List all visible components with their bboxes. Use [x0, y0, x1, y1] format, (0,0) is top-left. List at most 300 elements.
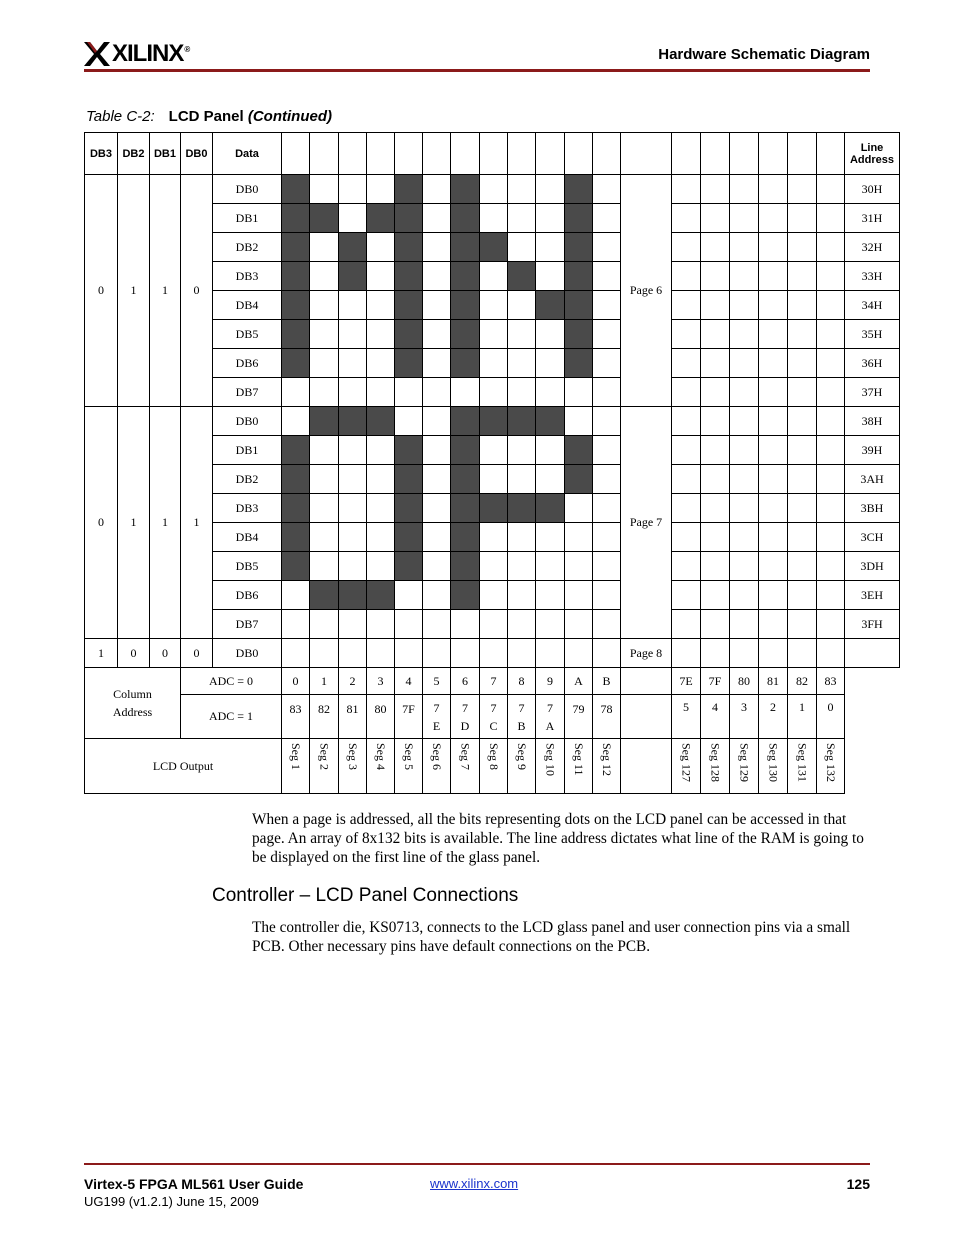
lcd-pixel-off [536, 204, 565, 233]
lcd-pixel-off [593, 465, 621, 494]
lcd-output-row [85, 739, 900, 794]
header-blank [788, 133, 817, 175]
lcd-pixel-off [536, 349, 565, 378]
lcd-pixel-off [817, 552, 845, 581]
lcd-pixel-off [508, 320, 536, 349]
lcd-pixel-off [788, 204, 817, 233]
segment-label [672, 739, 701, 794]
lcd-pixel-on [395, 262, 423, 291]
column-address-text: Column [113, 687, 152, 701]
line-address-value: 36H [845, 349, 900, 378]
lcd-pixel-on [508, 407, 536, 436]
lcd-pixel-off [730, 581, 759, 610]
page-bit-db1: 1 [150, 175, 181, 407]
header-db0: DB0 [181, 133, 213, 175]
lcd-pixel-on [282, 320, 310, 349]
lcd-pixel-off [593, 523, 621, 552]
lcd-pixel-off [423, 349, 451, 378]
column-address-value: 83 [817, 668, 845, 695]
lcd-pixel-off [339, 378, 367, 407]
lcd-pixel-off [730, 233, 759, 262]
lcd-pixel-off [701, 552, 730, 581]
lcd-pixel-off [423, 233, 451, 262]
column-address-value [395, 695, 423, 739]
xilinx-logo-icon [84, 40, 110, 68]
lcd-pixel-off [310, 262, 339, 291]
lcd-pixel-on [565, 465, 593, 494]
lcd-pixel-off [817, 262, 845, 291]
column-address-value [282, 695, 310, 739]
lcd-pixel-off [395, 378, 423, 407]
lcd-pixel-off [423, 204, 451, 233]
lcd-pixel-off [310, 639, 339, 668]
lcd-pixel-off [480, 262, 508, 291]
line-address-value: 3FH [845, 610, 900, 639]
lcd-pixel-off [339, 175, 367, 204]
lcd-pixel-off [423, 552, 451, 581]
column-address-value: 1 [788, 695, 817, 739]
data-bit-label: DB0 [213, 639, 282, 668]
lcd-pixel-off [730, 465, 759, 494]
header-blank [817, 133, 845, 175]
data-bit-label: DB2 [213, 465, 282, 494]
lcd-pixel-off [593, 610, 621, 639]
lcd-pixel-off [759, 407, 788, 436]
table-header-row [85, 133, 900, 175]
lcd-pixel-off [672, 610, 701, 639]
lcd-pixel-off [672, 552, 701, 581]
lcd-pixel-off [730, 175, 759, 204]
segment-text: Seg 5 [402, 743, 416, 770]
page-header-title: Hardware Schematic Diagram [658, 46, 870, 63]
column-address-value: 3 [367, 668, 395, 695]
table-row [85, 175, 900, 204]
gap-cell [621, 739, 672, 794]
lcd-pixel-off [730, 262, 759, 291]
segment-label [730, 739, 759, 794]
lcd-pixel-off [788, 378, 817, 407]
lcd-pixel-off [310, 465, 339, 494]
column-address-value: 5 [672, 695, 701, 739]
lcd-pixel-off [565, 639, 593, 668]
lcd-pixel-off [593, 552, 621, 581]
lcd-pixel-off [423, 494, 451, 523]
data-bit-label: DB5 [213, 320, 282, 349]
lcd-pixel-off [593, 320, 621, 349]
segment-text: Seg 131 [795, 743, 810, 782]
line-address-value: 35H [845, 320, 900, 349]
lcd-pixel-off [367, 639, 395, 668]
column-address-value: 2 [759, 695, 788, 739]
lcd-pixel-off [565, 552, 593, 581]
segment-text: Seg 3 [346, 743, 360, 770]
table-title: LCD Panel [168, 108, 244, 125]
lcd-pixel-off [593, 233, 621, 262]
lcd-pixel-off [759, 523, 788, 552]
line-address-label: Address [849, 153, 895, 166]
lcd-pixel-on [282, 175, 310, 204]
lcd-pixel-on [536, 291, 565, 320]
page-bit-db1: 0 [150, 639, 181, 668]
adc1-label: ADC = 1 [181, 695, 282, 739]
header-blank [339, 133, 367, 175]
segment-text: Seg 132 [824, 743, 838, 782]
lcd-pixel-off [759, 610, 788, 639]
header-divider [84, 69, 870, 72]
lcd-pixel-off [339, 610, 367, 639]
lcd-pixel-off [788, 639, 817, 668]
lcd-pixel-off [788, 291, 817, 320]
line-address-value: 37H [845, 378, 900, 407]
lcd-pixel-off [536, 465, 565, 494]
line-address-value: 33H [845, 262, 900, 291]
segment-text: Seg 11 [572, 743, 586, 776]
lcd-pixel-on [565, 204, 593, 233]
lcd-pixel-off [367, 494, 395, 523]
column-address-value: 7F [701, 668, 730, 695]
footer-doc-id: UG199 (v1.2.1) June 15, 2009 [84, 1194, 259, 1209]
table-caption [86, 108, 332, 125]
section-heading: Controller – LCD Panel Connections [212, 885, 519, 906]
lcd-pixel-off [701, 523, 730, 552]
lcd-pixel-off [817, 349, 845, 378]
lcd-pixel-on [395, 320, 423, 349]
lcd-pixel-on [565, 436, 593, 465]
column-address-value: 4 [701, 695, 730, 739]
lcd-pixel-on [310, 204, 339, 233]
lcd-pixel-off [788, 610, 817, 639]
data-bit-label: DB6 [213, 349, 282, 378]
lcd-pixel-off [759, 262, 788, 291]
lcd-pixel-off [536, 436, 565, 465]
page-label: Page 6 [621, 175, 672, 407]
lcd-pixel-off [395, 581, 423, 610]
lcd-pixel-off [508, 436, 536, 465]
column-address-part: 7F [402, 702, 415, 716]
lcd-pixel-on [508, 494, 536, 523]
lcd-pixel-off [817, 494, 845, 523]
lcd-pixel-on [282, 523, 310, 552]
data-bit-label: DB5 [213, 552, 282, 581]
column-address-part: 7 [462, 700, 468, 715]
lcd-pixel-on [565, 175, 593, 204]
lcd-pixel-on [480, 407, 508, 436]
lcd-pixel-on [451, 175, 480, 204]
lcd-pixel-off [730, 436, 759, 465]
column-address-part: 79 [572, 702, 585, 716]
lcd-pixel-off [508, 465, 536, 494]
body-paragraph-2: The controller die, KS0713, connects to the LCD glass panel and user connection pins via a small PCB. Other necessary pins have default connections on the PCB. [252, 919, 851, 955]
lcd-pixel-off [817, 581, 845, 610]
lcd-pixel-off [593, 581, 621, 610]
segment-label [310, 739, 339, 794]
lcd-pixel-off [788, 465, 817, 494]
page-bit-db1: 1 [150, 407, 181, 639]
lcd-pixel-off [423, 320, 451, 349]
column-address-value [508, 695, 536, 739]
lcd-pixel-on [451, 349, 480, 378]
lcd-pixel-off [565, 407, 593, 436]
header-blank [282, 133, 310, 175]
lcd-pixel-off [508, 610, 536, 639]
header-blank [672, 133, 701, 175]
lcd-pixel-on [451, 233, 480, 262]
lcd-pixel-off [480, 436, 508, 465]
lcd-pixel-off [817, 175, 845, 204]
table-row [85, 639, 900, 668]
lcd-pixel-off [508, 291, 536, 320]
lcd-pixel-off [701, 291, 730, 320]
lcd-pixel-off [508, 639, 536, 668]
lcd-pixel-off [310, 610, 339, 639]
header-blank [621, 133, 672, 175]
lcd-pixel-on [451, 436, 480, 465]
column-address-part: B [517, 718, 526, 733]
lcd-pixel-off [480, 291, 508, 320]
lcd-pixel-on [565, 262, 593, 291]
segment-label [480, 739, 508, 794]
line-address-value: 34H [845, 291, 900, 320]
page-bit-db3: 0 [85, 175, 118, 407]
lcd-pixel-off [817, 407, 845, 436]
lcd-pixel-on [565, 291, 593, 320]
segment-text: Seg 8 [487, 743, 501, 770]
segment-text: Seg 128 [708, 743, 723, 782]
lcd-pixel-on [451, 320, 480, 349]
lcd-pixel-on [339, 262, 367, 291]
column-address-value: 8 [508, 668, 536, 695]
line-address-value: 32H [845, 233, 900, 262]
lcd-pixel-off [395, 610, 423, 639]
lcd-pixel-off [593, 436, 621, 465]
lcd-pixel-off [730, 639, 759, 668]
column-address-part: A [545, 718, 555, 733]
lcd-pixel-off [508, 175, 536, 204]
lcd-pixel-off [282, 581, 310, 610]
page-bit-db2: 1 [118, 407, 150, 639]
lcd-pixel-off [367, 523, 395, 552]
page-bit-db2: 0 [118, 639, 150, 668]
lcd-pixel-on [282, 262, 310, 291]
column-address-text: Address [112, 705, 153, 719]
lcd-pixel-off [536, 320, 565, 349]
lcd-pixel-off [310, 494, 339, 523]
lcd-pixel-off [367, 378, 395, 407]
lcd-pixel-off [593, 291, 621, 320]
lcd-pixel-off [672, 320, 701, 349]
lcd-pixel-off [310, 378, 339, 407]
column-address-part: E [432, 718, 441, 733]
line-address-value: 3AH [845, 465, 900, 494]
lcd-pixel-on [367, 581, 395, 610]
line-address-label: Line [860, 141, 884, 154]
lcd-pixel-on [282, 465, 310, 494]
column-address-value: 9 [536, 668, 565, 695]
lcd-pixel-off [672, 262, 701, 291]
column-address-part: 81 [346, 702, 359, 716]
segment-label [423, 739, 451, 794]
lcd-pixel-on [536, 407, 565, 436]
lcd-pixel-off [759, 233, 788, 262]
column-address-value: 0 [282, 668, 310, 695]
column-address-value: 6 [451, 668, 480, 695]
lcd-pixel-off [759, 349, 788, 378]
adc0-label: ADC = 0 [181, 668, 282, 695]
lcd-pixel-off [593, 262, 621, 291]
lcd-pixel-off [508, 552, 536, 581]
lcd-pixel-on [395, 175, 423, 204]
segment-text: Seg 130 [766, 743, 781, 782]
lcd-pixel-on [565, 349, 593, 378]
lcd-pixel-off [339, 523, 367, 552]
segment-text: Seg 10 [543, 743, 558, 776]
lcd-pixel-on [282, 233, 310, 262]
column-address-value: A [565, 668, 593, 695]
lcd-pixel-off [701, 175, 730, 204]
lcd-pixel-off [701, 465, 730, 494]
column-address-part: D [460, 718, 470, 733]
lcd-pixel-on [451, 552, 480, 581]
lcd-pixel-on [536, 494, 565, 523]
empty-cell [845, 695, 900, 739]
column-address-part: 7 [518, 700, 525, 715]
lcd-pixel-off [730, 291, 759, 320]
page-label: Page 7 [621, 407, 672, 639]
lcd-pixel-on [451, 581, 480, 610]
data-bit-label: DB0 [213, 407, 282, 436]
lcd-pixel-off [817, 436, 845, 465]
column-address-value [423, 695, 451, 739]
lcd-pixel-off [701, 262, 730, 291]
column-address-value: 81 [759, 668, 788, 695]
data-bit-label: DB6 [213, 581, 282, 610]
column-address-value: 4 [395, 668, 423, 695]
lcd-pixel-off [817, 465, 845, 494]
lcd-pixel-off [395, 407, 423, 436]
lcd-pixel-off [817, 523, 845, 552]
segment-text: Seg 9 [515, 743, 529, 770]
lcd-pixel-off [759, 378, 788, 407]
lcd-pixel-on [395, 494, 423, 523]
lcd-pixel-off [536, 610, 565, 639]
footer-website-link[interactable]: www.xilinx.com [430, 1176, 519, 1191]
lcd-pixel-on [480, 233, 508, 262]
lcd-pixel-off [451, 378, 480, 407]
column-address-part: 83 [289, 702, 302, 716]
lcd-pixel-off [310, 523, 339, 552]
lcd-pixel-off [536, 552, 565, 581]
lcd-pixel-off [672, 407, 701, 436]
segment-label [536, 739, 565, 794]
adc0-row [85, 668, 900, 695]
lcd-pixel-off [339, 291, 367, 320]
lcd-pixel-on [395, 233, 423, 262]
lcd-pixel-off [367, 262, 395, 291]
gap-cell [621, 668, 672, 695]
lcd-pixel-off [788, 523, 817, 552]
header-blank [730, 133, 759, 175]
page-bit-db2: 1 [118, 175, 150, 407]
lcd-pixel-off [536, 639, 565, 668]
lcd-pixel-off [451, 610, 480, 639]
lcd-pixel-on [451, 523, 480, 552]
lcd-pixel-off [282, 639, 310, 668]
lcd-pixel-off [788, 349, 817, 378]
lcd-pixel-off [788, 407, 817, 436]
lcd-pixel-off [593, 349, 621, 378]
lcd-pixel-off [593, 407, 621, 436]
footer-doc-title: Virtex-5 FPGA ML561 User Guide [84, 1176, 304, 1192]
lcd-pixel-on [395, 291, 423, 320]
lcd-pixel-on [310, 407, 339, 436]
lcd-pixel-off [817, 639, 845, 668]
data-bit-label: DB7 [213, 378, 282, 407]
header-db2: DB2 [118, 133, 150, 175]
lcd-pixel-off [788, 175, 817, 204]
lcd-pixel-off [367, 552, 395, 581]
line-address-value: 30H [845, 175, 900, 204]
line-address-value: 31H [845, 204, 900, 233]
header-blank [565, 133, 593, 175]
lcd-pixel-off [701, 204, 730, 233]
body-paragraph-1: When a page is addressed, all the bits representing dots on the LCD panel can be accessed in that page. An array of 8x132 bits is available. The line address dictates what line of the RAM is going to be displayed on the first line of the glass panel. [252, 811, 864, 866]
lcd-pixel-off [672, 233, 701, 262]
lcd-pixel-off [480, 581, 508, 610]
lcd-pixel-off [672, 175, 701, 204]
data-bit-label: DB1 [213, 436, 282, 465]
lcd-pixel-off [730, 320, 759, 349]
column-address-value: 0 [817, 695, 845, 739]
adc1-row [85, 695, 900, 739]
column-address-part: C [489, 718, 498, 733]
lcd-pixel-off [367, 436, 395, 465]
column-address-value: 3 [730, 695, 759, 739]
lcd-pixel-on [395, 465, 423, 494]
lcd-pixel-off [480, 204, 508, 233]
lcd-pixel-off [701, 233, 730, 262]
lcd-pixel-off [536, 581, 565, 610]
lcd-pixel-off [672, 436, 701, 465]
header-blank [480, 133, 508, 175]
lcd-pixel-on [367, 204, 395, 233]
lcd-pixel-off [367, 465, 395, 494]
lcd-pixel-off [593, 378, 621, 407]
lcd-pixel-on [282, 349, 310, 378]
header-blank [701, 133, 730, 175]
lcd-pixel-off [565, 494, 593, 523]
lcd-pixel-off [730, 204, 759, 233]
column-address-value: 1 [310, 668, 339, 695]
line-address-value: 3DH [845, 552, 900, 581]
lcd-pixel-off [339, 204, 367, 233]
segment-label [759, 739, 788, 794]
lcd-pixel-off [423, 436, 451, 465]
lcd-pixel-off [788, 552, 817, 581]
lcd-pixel-off [817, 291, 845, 320]
lcd-pixel-off [593, 204, 621, 233]
table-number: Table C-2: [86, 108, 155, 125]
lcd-pixel-off [282, 610, 310, 639]
lcd-pixel-off [367, 175, 395, 204]
lcd-pixel-off [423, 407, 451, 436]
lcd-pixel-on [451, 262, 480, 291]
data-bit-label: DB7 [213, 610, 282, 639]
segment-text: Seg 7 [458, 743, 473, 770]
lcd-pixel-off [593, 175, 621, 204]
line-address-value: 38H [845, 407, 900, 436]
lcd-pixel-on [508, 262, 536, 291]
data-bit-label: DB3 [213, 494, 282, 523]
